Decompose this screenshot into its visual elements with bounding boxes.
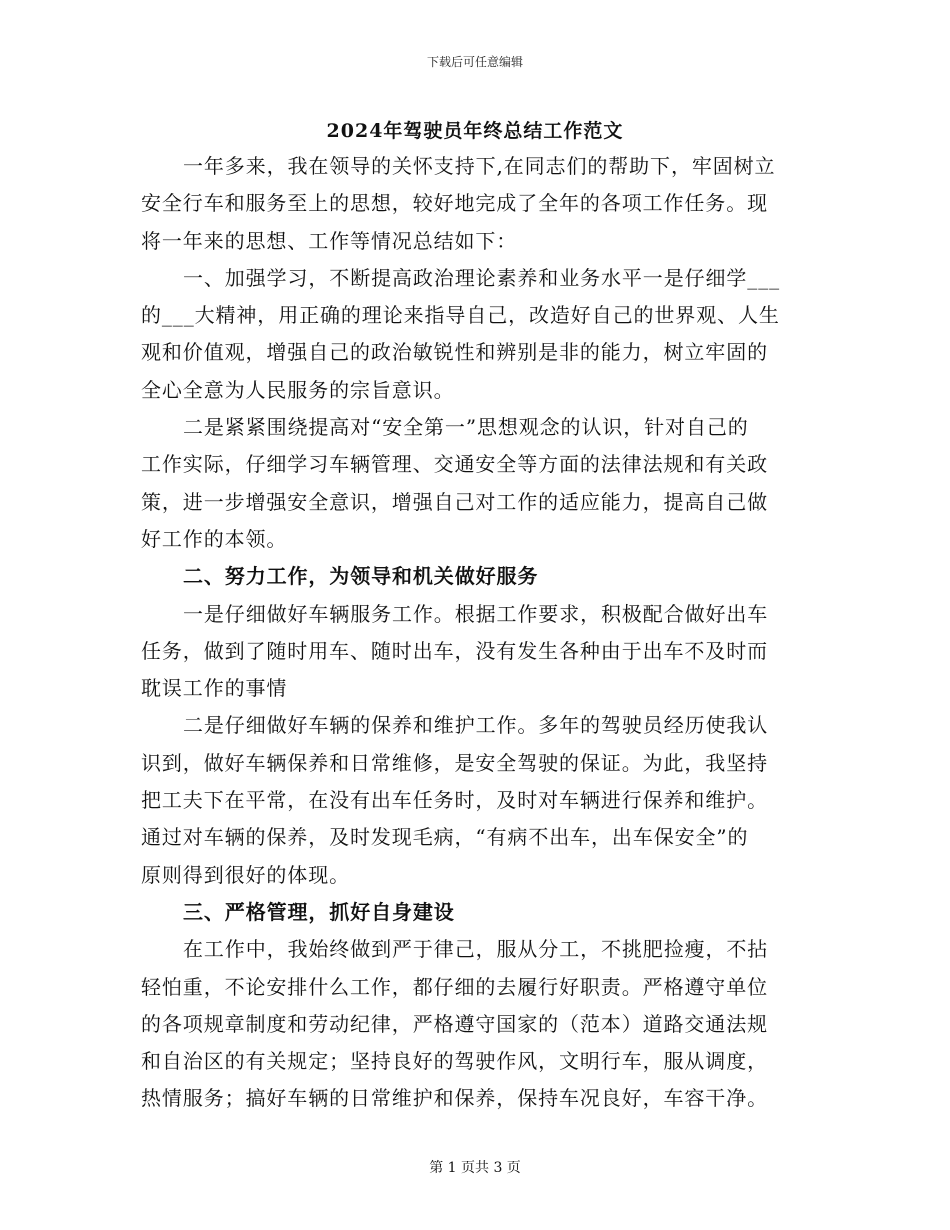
body-line: 一是仔细做好车辆服务工作。根据工作要求，积极配合做好出车 (183, 601, 769, 626)
body-line: 一、加强学习，不断提高政治理论素养和业务水平一是仔细学___ (183, 265, 780, 290)
body-line: 原则得到很好的体现。 (141, 862, 350, 887)
body-line: 在工作中，我始终做到严于律己，服从分工，不挑肥捡瘦，不拈 (183, 937, 769, 962)
page-header-note: 下载后可任意编辑 (426, 55, 523, 69)
body-line: 安全行车和服务至上的思想，较好地完成了全年的各项工作任务。现 (141, 191, 768, 216)
body-line: 轻怕重，不论安排什么工作，都仔细的去履行好职责。严格遵守单位 (141, 974, 768, 999)
body-line: 耽误工作的事情 (141, 676, 288, 701)
page-number: 第 1 页共 3 页 (429, 1160, 521, 1176)
document-title: 2024年驾驶员年终总结工作范文 (326, 120, 624, 142)
body-line: 将一年来的思想、工作等情况总结如下： (141, 228, 518, 253)
document-body (141, 148, 809, 1118)
body-line: 观和价值观，增强自己的政治敏锐性和辨别是非的能力，树立牢固的 (141, 340, 768, 365)
body-line: 策，进一步增强安全意识，增强自己对工作的适应能力，提高自己做 (141, 489, 768, 514)
section-heading: 三、严格管理，抓好自身建设 (183, 899, 455, 924)
body-line: 通过对车辆的保养，及时发现毛病，“有病不出车，出车保安全”的 (141, 825, 749, 850)
body-line: 热情服务；搞好车辆的日常维护和保养，保持车况良好，车容干净。 (141, 1086, 768, 1111)
body-line: 全心全意为人民服务的宗旨意识。 (141, 377, 455, 402)
body-line: 和自治区的有关规定；坚持良好的驾驶作风，文明行车，服从调度， (141, 1049, 768, 1074)
body-line: 识到，做好车辆保养和日常维修，是安全驾驶的保证。为此，我坚持 (141, 750, 768, 775)
body-line: 的各项规章制度和劳动纪律，严格遵守国家的（范本）道路交通法规 (141, 1011, 768, 1036)
body-line: 二是仔细做好车辆的保养和维护工作。多年的驾驶员经历使我认 (183, 713, 769, 738)
section-heading: 二、努力工作，为领导和机关做好服务 (183, 564, 539, 589)
body-line: 好工作的本领。 (141, 526, 288, 551)
body-line: 工作实际，仔细学习车辆管理、交通安全等方面的法律法规和有关政 (141, 452, 768, 477)
body-line: 二是紧紧围绕提高对“安全第一”思想观念的认识，针对自己的 (183, 415, 749, 440)
body-line: 把工夫下在平常，在没有出车任务时，及时对车辆进行保养和维护。 (141, 788, 768, 813)
body-line: 任务，做到了随时用车、随时出车，没有发生各种由于出车不及时而 (141, 638, 768, 663)
body-line: 的___大精神，用正确的理论来指导自己，改造好自己的世界观、人生 (141, 303, 780, 328)
body-line: 一年多来，我在领导的关怀支持下,在同志们的帮助下，牢固树立 (183, 154, 776, 178)
